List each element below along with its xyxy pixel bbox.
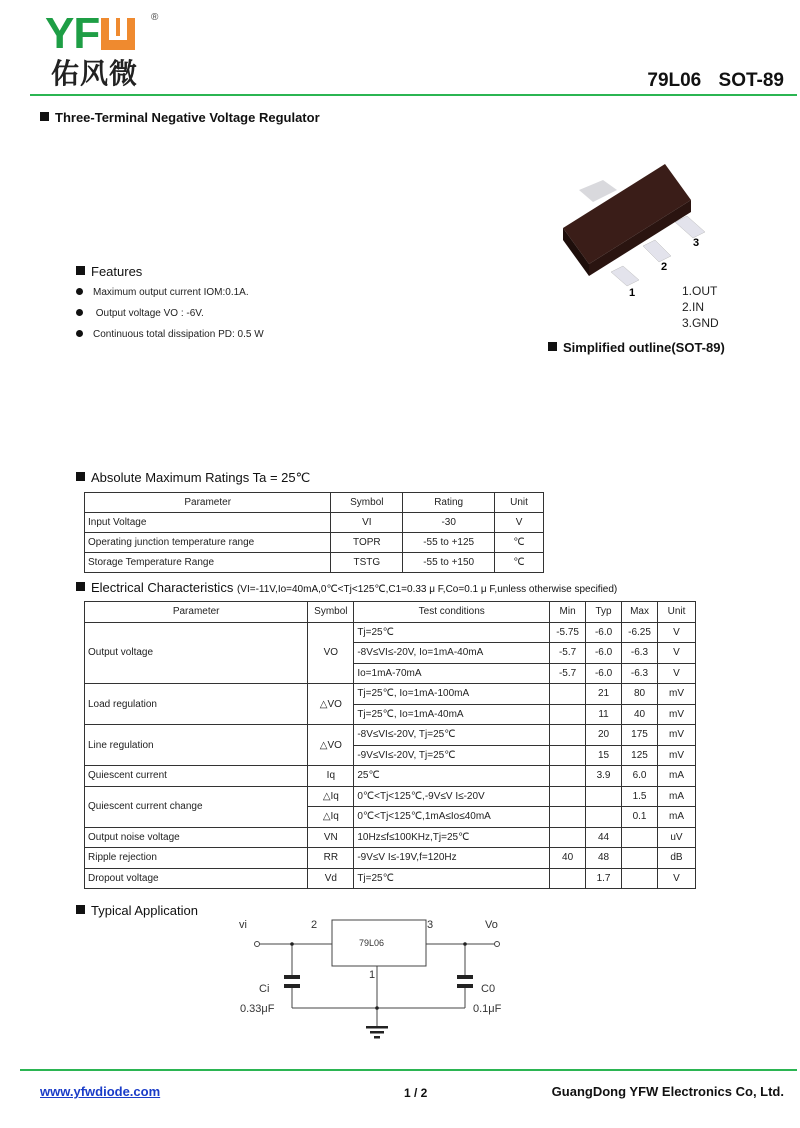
min-cell: -5.7 [550, 643, 586, 664]
unit-cell: mV [658, 725, 696, 746]
typical-application-heading: Typical Application [76, 903, 198, 918]
page-number: 1 / 2 [404, 1086, 428, 1100]
max-cell: 80 [622, 684, 658, 705]
features-heading: Features [76, 264, 142, 279]
header-divider [30, 94, 797, 96]
input-label: vi [239, 919, 247, 931]
max-cell: 1.5 [622, 786, 658, 807]
param-cell: Quiescent current change [85, 786, 308, 827]
pin-label: 2.IN [682, 300, 705, 314]
unit-cell: mV [658, 745, 696, 766]
column-header: Max [622, 602, 658, 623]
min-cell [550, 786, 586, 807]
bullet-icon [76, 330, 83, 337]
ci-capacitor-plate [284, 984, 300, 988]
max-cell: -6.3 [622, 643, 658, 664]
output-label: Vo [485, 919, 498, 931]
co-capacitor-plate [457, 984, 473, 988]
max-cell: 0.1 [622, 807, 658, 828]
bullet-icon [76, 309, 83, 316]
company-name: GuangDong YFW Electronics Co, Ltd. [551, 1084, 784, 1099]
table-cell: -55 to +125 [403, 533, 495, 553]
co-value: 0.1μF [473, 1003, 502, 1015]
website-link[interactable]: www.yfwdiode.com [40, 1084, 161, 1099]
param-cell: Dropout voltage [85, 868, 308, 889]
condition-cell: 25℃ [354, 766, 550, 787]
max-cell: 40 [622, 704, 658, 725]
typ-cell: -6.0 [586, 663, 622, 684]
symbol-cell: VN [308, 827, 354, 848]
max-cell [622, 868, 658, 889]
column-header: Symbol [308, 602, 354, 623]
registered-mark: ® [151, 12, 159, 23]
pin-number-3: 3 [693, 237, 700, 249]
column-header: Unit [658, 602, 696, 623]
symbol-cell: △Iq [308, 786, 354, 807]
condition-cell: Tj=25℃, Io=1mA-100mA [354, 684, 550, 705]
pin-label: 1.OUT [682, 284, 718, 298]
condition-cell: -8V≤VI≤-20V, Tj=25℃ [354, 725, 550, 746]
table-header-row [85, 602, 696, 623]
min-cell [550, 766, 586, 787]
column-header: Parameter [85, 602, 308, 623]
ci-label: Ci [259, 983, 270, 995]
table-header-row [85, 493, 544, 513]
pin-number-2: 2 [661, 261, 668, 273]
max-cell [622, 848, 658, 869]
package-caption: Simplified outline(SOT-89) [548, 340, 725, 355]
condition-cell: Tj=25℃ [354, 622, 550, 643]
table-cell: ℃ [495, 553, 544, 573]
pin-label: 3.GND [682, 316, 719, 330]
table-row [85, 848, 696, 869]
column-header: Typ [586, 602, 622, 623]
max-cell: -6.25 [622, 622, 658, 643]
table-row [85, 684, 696, 705]
input-terminal [255, 942, 260, 947]
typ-cell: -6.0 [586, 622, 622, 643]
junction-dot [463, 942, 467, 946]
bullet-icon [76, 288, 83, 295]
min-cell [550, 684, 586, 705]
symbol-cell: VO [308, 622, 354, 684]
symbol-cell: Iq [308, 766, 354, 787]
column-header: Parameter [85, 493, 331, 513]
column-header: Rating [403, 493, 495, 513]
logo-u-mark [101, 18, 135, 50]
condition-cell: 10Hz≤f≤100KHz,Tj=25℃ [354, 827, 550, 848]
table-cell: ℃ [495, 533, 544, 553]
max-cell: -6.3 [622, 663, 658, 684]
condition-cell: 0℃<Tj<125℃,1mA≤Io≤40mA [354, 807, 550, 828]
pin-3-lead [675, 216, 705, 238]
table-row [85, 868, 696, 889]
elec-char-conditions: (VI=-11V,Io=40mA,0℃<Tj<125℃,C1=0.33 μ F,Co=0.1 μ F,unless otherwise specified) [236, 584, 618, 595]
column-header: Unit [495, 493, 544, 513]
condition-cell: -8V≤VI≤-20V, Io=1mA-40mA [354, 643, 550, 664]
unit-cell: mA [658, 786, 696, 807]
unit-cell: mV [658, 684, 696, 705]
column-header: Symbol [331, 493, 403, 513]
typ-cell: 3.9 [586, 766, 622, 787]
abs-max-table [84, 492, 544, 573]
pin-2-lead [643, 240, 671, 262]
co-capacitor-plate [457, 975, 473, 979]
unit-cell: V [658, 663, 696, 684]
condition-cell: Tj=25℃ [354, 868, 550, 889]
ci-value: 0.33μF [240, 1003, 275, 1015]
logo-text: YF [45, 9, 100, 58]
max-cell: 125 [622, 745, 658, 766]
condition-cell: Io=1mA-70mA [354, 663, 550, 684]
max-cell [622, 827, 658, 848]
footer-divider [20, 1069, 797, 1071]
square-bullet-icon [40, 112, 49, 121]
square-bullet-icon [76, 472, 85, 481]
min-cell: -5.75 [550, 622, 586, 643]
condition-cell: -9V≤V I≤-19V,f=120Hz [354, 848, 550, 869]
param-cell: Quiescent current [85, 766, 308, 787]
typ-cell: 1.7 [586, 868, 622, 889]
min-cell [550, 725, 586, 746]
elec-char-table [84, 601, 696, 889]
table-row [85, 513, 544, 533]
table-cell: V [495, 513, 544, 533]
min-cell [550, 807, 586, 828]
square-bullet-icon [76, 582, 85, 591]
ground-symbol-bar [366, 1026, 388, 1029]
pin-assignment-list [682, 283, 719, 331]
param-cell: Line regulation [85, 725, 308, 766]
square-bullet-icon [76, 905, 85, 914]
junction-dot [290, 942, 294, 946]
abs-max-heading: Absolute Maximum Ratings Ta = 25℃ [76, 470, 310, 486]
pin-1-lead [611, 266, 639, 286]
min-cell [550, 704, 586, 725]
table-row [85, 533, 544, 553]
table-cell: TSTG [331, 553, 403, 573]
pin-in-label: 2 [311, 919, 318, 931]
column-header: Test conditions [354, 602, 550, 623]
unit-cell: V [658, 643, 696, 664]
typ-cell: 21 [586, 684, 622, 705]
table-row [85, 622, 696, 643]
unit-cell: V [658, 622, 696, 643]
device-subtitle: Three-Terminal Negative Voltage Regulator [40, 110, 320, 125]
condition-cell: 0℃<Tj<125℃,-9V≤V I≤-20V [354, 786, 550, 807]
ci-capacitor-plate [284, 975, 300, 979]
min-cell [550, 745, 586, 766]
symbol-cell: △VO [308, 725, 354, 766]
square-bullet-icon [76, 266, 85, 275]
ground-symbol-bar [374, 1036, 380, 1039]
feature-item: Continuous total dissipation PD: 0.5 W [76, 329, 264, 350]
symbol-cell: △VO [308, 684, 354, 725]
unit-cell: mV [658, 704, 696, 725]
param-cell: Ripple rejection [85, 848, 308, 869]
table-row [85, 786, 696, 807]
table-cell: -55 to +150 [403, 553, 495, 573]
features-list [76, 287, 264, 350]
feature-item: Maximum output current IOM:0.1A. [76, 287, 264, 308]
condition-cell: -9V≤VI≤-20V, Tj=25℃ [354, 745, 550, 766]
min-cell [550, 868, 586, 889]
application-circuit-diagram [235, 912, 515, 1052]
table-row [85, 725, 696, 746]
unit-cell: dB [658, 848, 696, 869]
co-label: C0 [481, 983, 496, 995]
param-cell: Output voltage [85, 622, 308, 684]
typ-cell [586, 786, 622, 807]
max-cell: 175 [622, 725, 658, 746]
ground-symbol-bar [370, 1031, 384, 1034]
condition-cell: Tj=25℃, Io=1mA-40mA [354, 704, 550, 725]
min-cell [550, 827, 586, 848]
typ-cell: 11 [586, 704, 622, 725]
output-terminal [495, 942, 500, 947]
pin-gnd-label: 1 [369, 969, 376, 981]
table-cell: VI [331, 513, 403, 533]
typ-cell [586, 807, 622, 828]
unit-cell: uV [658, 827, 696, 848]
logo-chinese-text: 佑风微 [51, 57, 139, 90]
table-cell: TOPR [331, 533, 403, 553]
feature-item: Output voltage VO : -6V. [76, 308, 264, 329]
square-bullet-icon [548, 342, 557, 351]
table-cell: Operating junction temperature range [85, 533, 331, 553]
typ-cell: -6.0 [586, 643, 622, 664]
symbol-cell: RR [308, 848, 354, 869]
min-cell: 40 [550, 848, 586, 869]
typ-cell: 48 [586, 848, 622, 869]
symbol-cell: Vd [308, 868, 354, 889]
junction-dot [375, 1006, 379, 1010]
min-cell: -5.7 [550, 663, 586, 684]
pin-number-1: 1 [629, 287, 636, 299]
pin-out-label: 3 [427, 919, 434, 931]
unit-cell: V [658, 868, 696, 889]
table-row [85, 827, 696, 848]
ic-label: 79L06 [359, 938, 385, 948]
max-cell: 6.0 [622, 766, 658, 787]
table-cell: Storage Temperature Range [85, 553, 331, 573]
param-cell: Output noise voltage [85, 827, 308, 848]
company-logo [45, 9, 165, 92]
typ-cell: 20 [586, 725, 622, 746]
symbol-cell: △Iq [308, 807, 354, 828]
unit-cell: mA [658, 766, 696, 787]
part-title: 79L06 SOT-89 [647, 70, 784, 91]
elec-char-heading: Electrical Characteristics (VI=-11V,Io=40mA,0℃<Tj<125℃,C1=0.33 μ F,Co=0.1 μ F,unless otherwise specified) [76, 580, 617, 595]
unit-cell: mA [658, 807, 696, 828]
table-cell: -30 [403, 513, 495, 533]
table-row [85, 766, 696, 787]
column-header: Min [550, 602, 586, 623]
param-cell: Load regulation [85, 684, 308, 725]
table-row [85, 553, 544, 573]
table-cell: Input Voltage [85, 513, 331, 533]
typ-cell: 15 [586, 745, 622, 766]
typ-cell: 44 [586, 827, 622, 848]
